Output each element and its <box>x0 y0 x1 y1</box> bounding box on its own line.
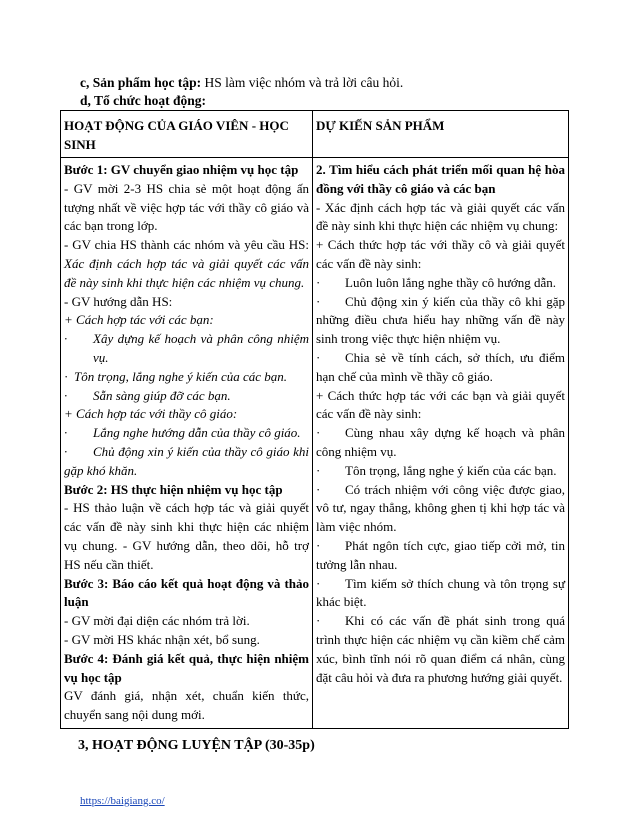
bullet-dot: · <box>316 274 321 290</box>
product-line1: - Xác định cách hợp tác và giải quyết các vấn đề này sinh khi thực hiện các nhiệm vụ chung: <box>316 199 565 234</box>
product-line <box>80 74 403 92</box>
product-bullet2-text: Chủ động xin ý kiến của thầy cô khi gặp những điều chưa hiểu hay những vấn đề này sinh trong việc thực hiện nhiệm vụ. <box>316 293 565 347</box>
step1-bullet1-text: Xây dựng kế hoạch và phân công nhiệm vụ. <box>93 331 309 365</box>
organize-line <box>80 92 206 110</box>
bullet-dot: · <box>64 443 68 459</box>
product-bullet1-text: Luôn luôn lắng nghe thầy cô hướng dẫn. <box>345 274 557 290</box>
section3-heading: 3, HOẠT ĐỘNG LUYỆN TẬP (30-35p) <box>78 738 315 753</box>
step3-line2: - GV mời HS khác nhận xét, bổ sung. <box>64 631 260 647</box>
product-bullet6-text: Có trách nhiệm với công việc được giao, vô tư, ngay thẳng, không ghen tị khi hợp tác và làm việc nhóm. <box>316 481 565 535</box>
step4-title: Bước 4: Đánh giá kết quả, thực hiện nhiệm vụ học tập <box>64 650 309 685</box>
step1-line5: + Cách hợp tác với thầy cô giáo: <box>64 406 238 422</box>
bullet-dot: · <box>64 368 69 384</box>
organize-label: d, Tổ chức hoạt động: <box>80 93 207 108</box>
step1-bullet4 <box>64 424 309 443</box>
product-bullet8 <box>316 575 565 613</box>
step1-line2 <box>64 236 309 292</box>
step1-line2-text: - GV chia HS thành các nhóm và yêu cầu HS: <box>64 237 309 253</box>
step4-line1: GV đánh giá, nhận xét, chuẩn kiến thức, chuyển sang nội dung mới. <box>64 688 309 723</box>
step1-bullet5-text: Chủ động xin ý kiến của thầy cô giáo khi gặp khó khăn. <box>64 443 309 478</box>
step1-bullet1 <box>64 330 309 368</box>
product-bullet2 <box>316 293 565 349</box>
step2-title: Bước 2: HS thực hiện nhiệm vụ học tập <box>64 481 283 497</box>
step1-line4: + Cách hợp tác với các bạn: <box>64 312 214 328</box>
product-bullet5-text: Tôn trọng, lắng nghe ý kiến của các bạn. <box>345 462 557 478</box>
step1-line2-task: Xác định cách hợp tác và giải quyết các vấn đề này sinh khi thực hiện các nhiệm vụ chung. <box>64 255 309 290</box>
product-bullet5 <box>316 462 565 481</box>
step1-bullet3 <box>64 387 309 406</box>
activity-table <box>60 110 569 729</box>
product-bullet3-text: Chia sẻ về tính cách, sở thích, ưu điểm hạn chế của mình về thầy cô giáo. <box>316 349 565 384</box>
bullet-dot: · <box>316 462 321 478</box>
bullet-dot: · <box>64 331 68 347</box>
bullet-dot: · <box>316 575 321 591</box>
bullet-dot: · <box>316 537 321 553</box>
bullet-dot: · <box>316 613 321 629</box>
product-bullet6 <box>316 481 565 537</box>
bullet-dot: · <box>64 387 68 403</box>
product-text: HS làm việc nhóm và trả lời câu hỏi. <box>201 75 404 90</box>
product-label: c, Sản phẩm học tập: <box>80 75 202 90</box>
product-bullet8-text: Tìm kiếm sở thích chung và tôn trọng sự khác biệt. <box>316 575 565 610</box>
step1-bullet2-text: Tôn trọng, lắng nghe ý kiến của các bạn. <box>74 368 288 384</box>
bullet-dot: · <box>316 481 321 497</box>
product-line3: + Cách thức hợp tác với các bạn và giải quyết các vấn đề này sinh: <box>316 387 565 422</box>
table-body-row <box>61 158 569 729</box>
teacher-student-cell <box>61 158 313 729</box>
header-teacher-student: HOẠT ĐỘNG CỦA GIÁO VIÊN - HỌC SINH <box>61 111 313 158</box>
expected-product-cell <box>313 158 569 729</box>
header-expected-product: DỰ KIẾN SẢN PHẨM <box>313 111 569 158</box>
product-bullet4 <box>316 424 565 462</box>
product-bullet3 <box>316 349 565 387</box>
bullet-dot: · <box>316 425 321 441</box>
step2-line1: - HS thảo luận về cách hợp tác và giải quyết các vấn đề này sinh khi thực hiện các nhiệm vụ chung. - GV hướng dẫn, theo dõi, hỗ trợ HS nếu cần thiết. <box>64 500 309 572</box>
footer-link[interactable]: https://baigiang.co/ <box>80 795 165 807</box>
bullet-dot: · <box>316 349 321 365</box>
product-bullet7-text: Phát ngôn tích cực, giao tiếp cởi mở, tin tưởng lẫn nhau. <box>316 537 565 572</box>
step1-line1: - GV mời 2-3 HS chia sẻ một hoạt động ấn tượng nhất về việc hợp tác với thầy cô giáo và các bạn trong lớp. <box>64 180 309 234</box>
step1-title: Bước 1: GV chuyển giao nhiệm vụ học tập <box>64 162 299 177</box>
step1-line3: - GV hướng dẫn HS: <box>64 293 173 309</box>
step3-title: Bước 3: Báo cáo kết quả hoạt động và thảo luận <box>64 575 309 610</box>
bullet-dot: · <box>64 425 68 441</box>
bullet-dot: · <box>316 293 321 309</box>
step3-line1: - GV mời đại diện các nhóm trả lời. <box>64 613 250 629</box>
product-bullet7 <box>316 537 565 575</box>
step1-bullet4-text: Lắng nghe hướng dẫn của thầy cô giáo. <box>93 425 301 441</box>
product-title: 2. Tìm hiểu cách phát triển mối quan hệ hòa đồng với thầy cô giáo và các bạn <box>316 162 565 196</box>
product-bullet9-text: Khi có các vấn đề phát sinh trong quá trình thực hiện các nhiệm vụ cần kiềm chế cảm xúc, bình tĩnh nói rõ quan điểm cá nhân, cùng đặt câu hỏi và đưa ra phương hướng giải quyết. <box>316 613 565 685</box>
product-bullet4-text: Cùng nhau xây dựng kế hoạch và phân công nhiệm vụ. <box>316 425 565 459</box>
product-bullet1 <box>316 274 565 293</box>
step1-bullet2 <box>64 368 309 387</box>
product-line2: + Cách thức hợp tác với thầy cô và giải quyết các vấn đề này sinh: <box>316 237 565 271</box>
step1-bullet3-text: Sẵn sàng giúp đỡ các bạn. <box>93 387 231 403</box>
table-header-row <box>61 111 569 158</box>
step1-bullet5 <box>64 443 309 481</box>
product-bullet9 <box>316 612 565 687</box>
